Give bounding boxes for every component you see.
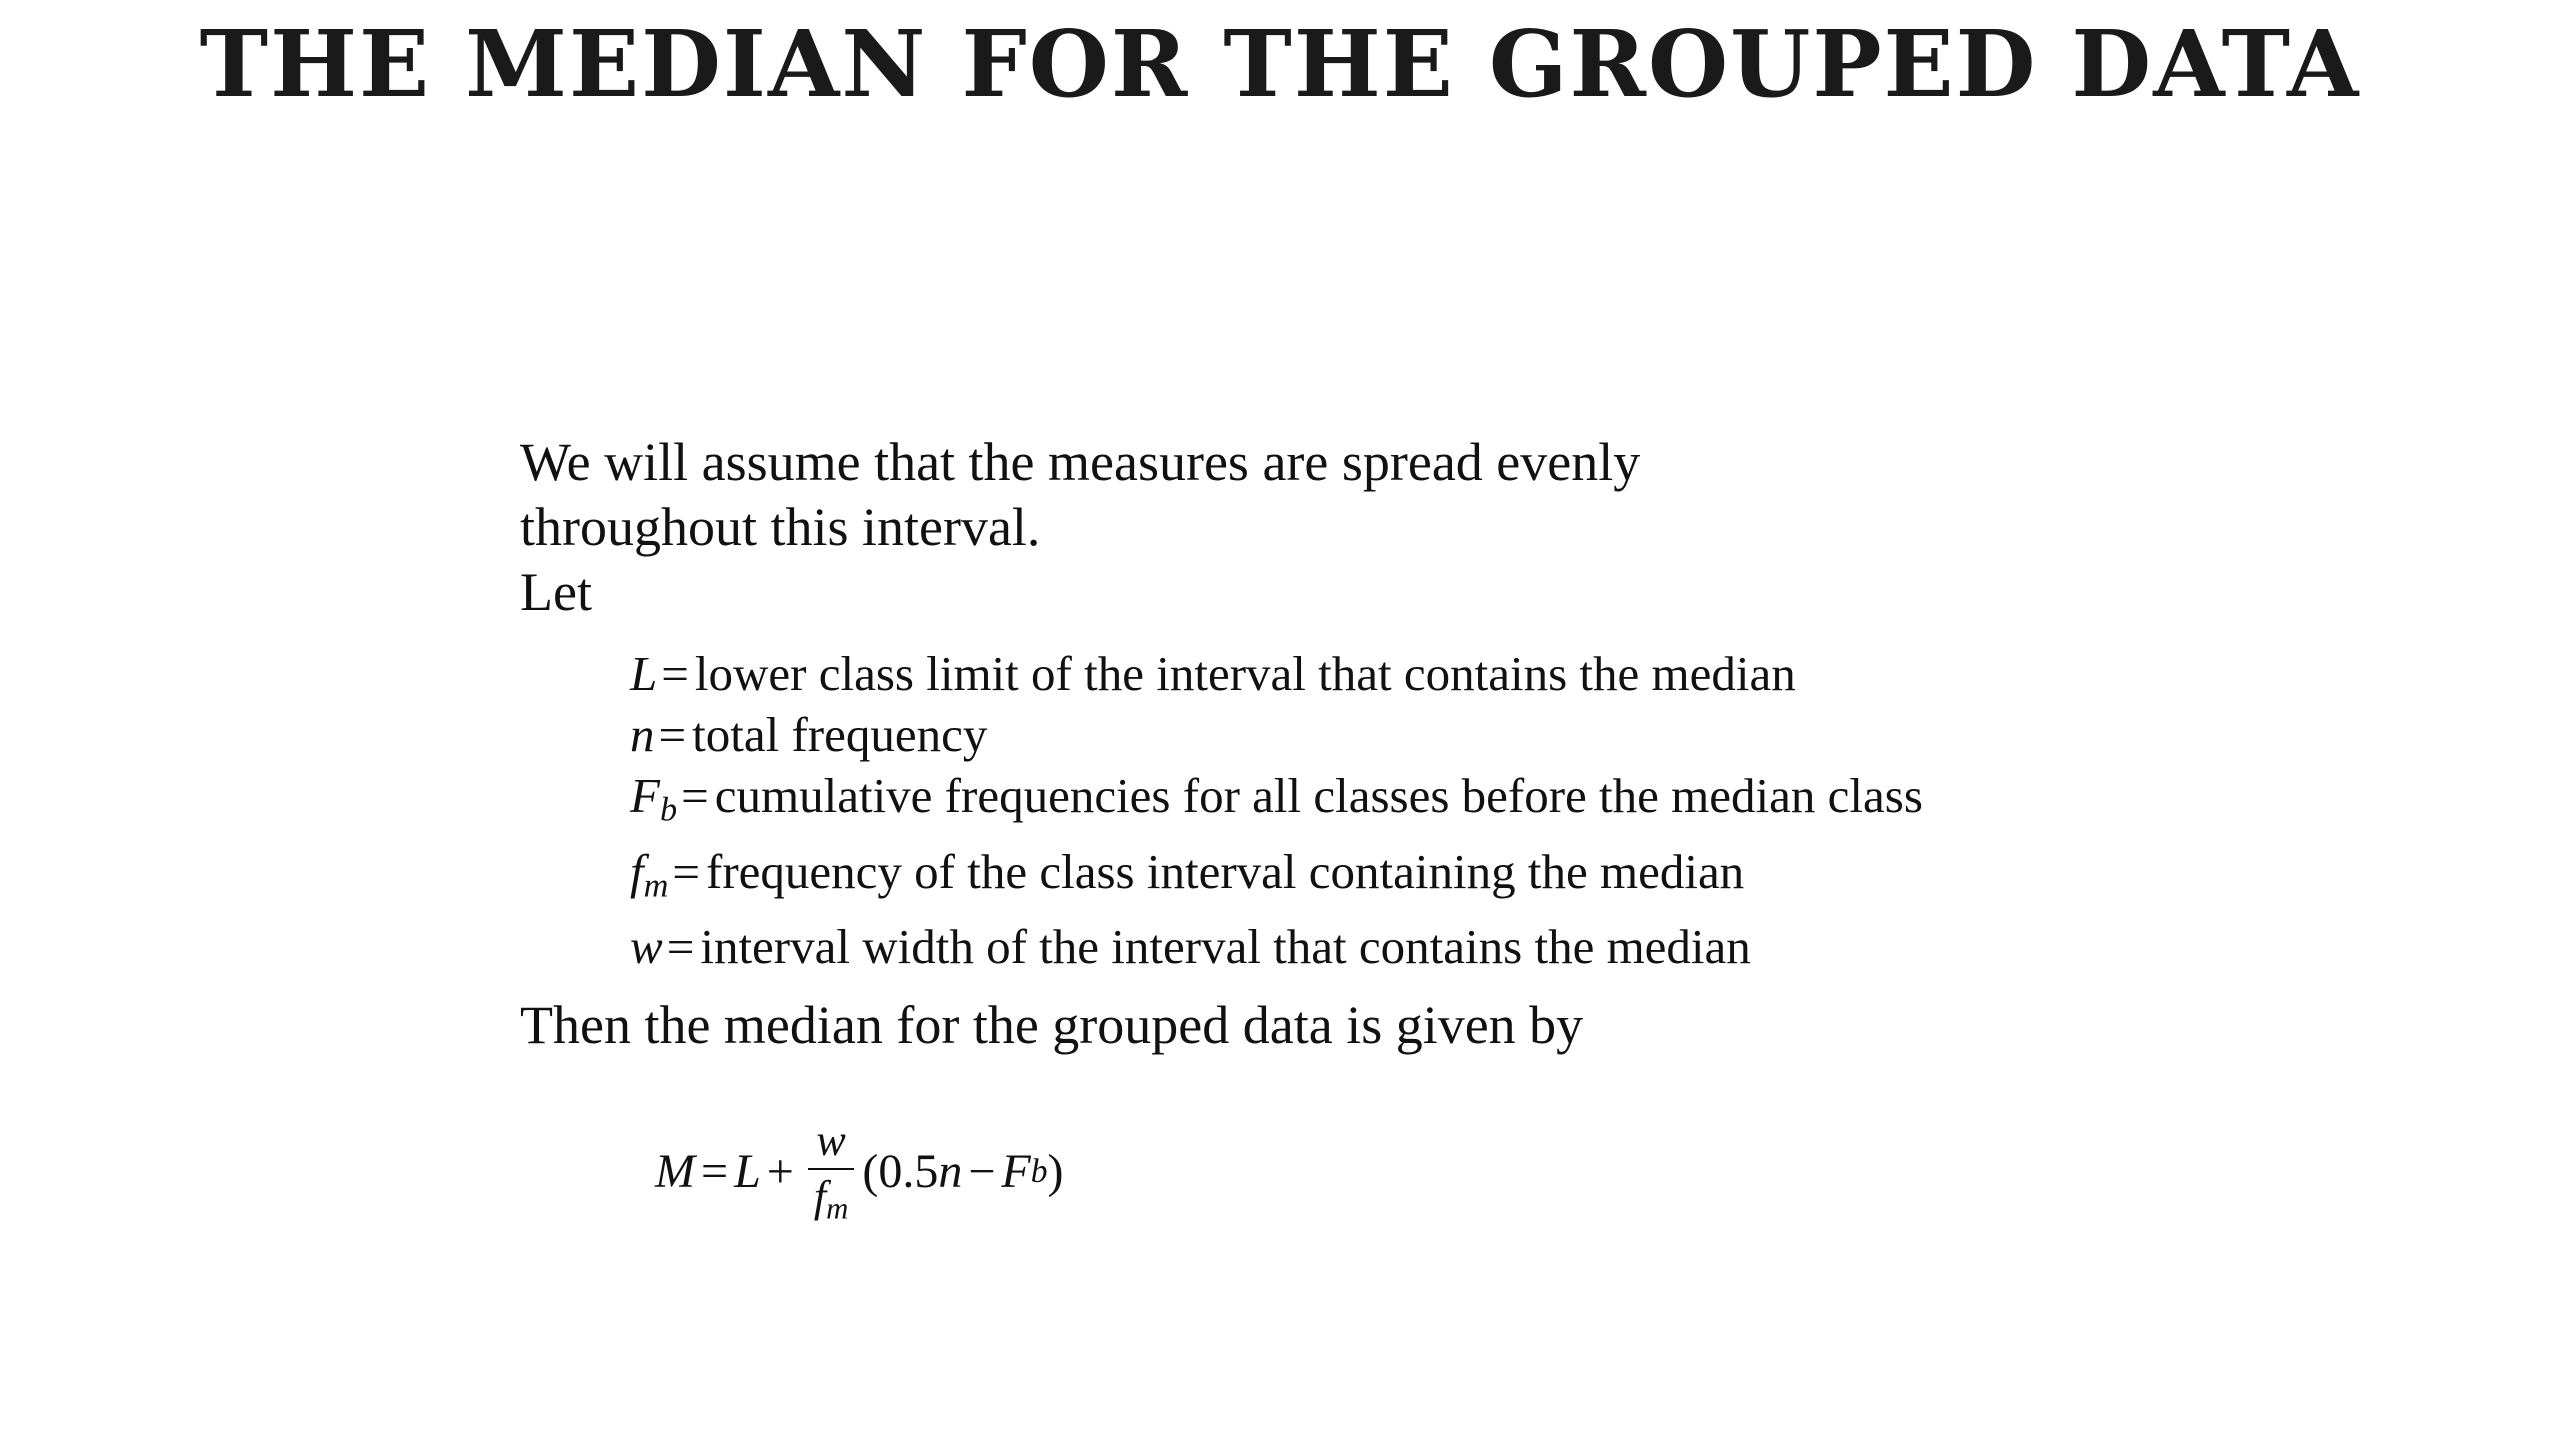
equals-sign: = [661, 646, 689, 701]
symbol-w: w [630, 919, 663, 975]
formula-fb-sub: b [1030, 1152, 1048, 1190]
definition-fb [630, 765, 2420, 841]
denominator-sub-m: m [826, 1192, 849, 1226]
equals-sign: = [681, 768, 709, 823]
formula-fraction [806, 1118, 856, 1225]
content-body [520, 430, 2420, 1225]
formula-paren-close: ) [1047, 1145, 1064, 1199]
symbol-f-capital: F [630, 768, 660, 823]
formula-plus: + [766, 1145, 794, 1199]
median-formula [655, 1118, 2420, 1225]
definition-n [630, 704, 2420, 765]
definition-text-fm: frequency of the class interval containing the median [706, 843, 1745, 899]
fraction-numerator: w [808, 1118, 853, 1170]
definition-w [630, 916, 2420, 977]
subscript-b: b [659, 790, 678, 829]
formula-minus: − [968, 1145, 996, 1199]
definition-text-n: total frequency [692, 707, 988, 762]
definition-list [630, 643, 2420, 977]
definition-fm [630, 841, 2420, 917]
intro-line-1: We will assume that the measures are spread evenly [520, 432, 1641, 492]
equals-sign: = [672, 843, 701, 899]
symbol-f-lower: f [630, 843, 644, 899]
denominator-f: f [813, 1172, 827, 1222]
definition-text-fb: cumulative frequencies for all classes before the median class [714, 768, 1923, 823]
formula-paren-open: (0.5 [862, 1145, 939, 1199]
equals-sign: = [658, 707, 687, 762]
fraction-denominator [806, 1170, 856, 1225]
formula-equals: = [700, 1145, 729, 1199]
definition-text-w: interval width of the interval that contains the median [700, 919, 1751, 975]
then-text: Then the median for the grouped data is given by [520, 995, 1584, 1056]
formula-fb: F [1001, 1145, 1031, 1199]
formula-l: L [734, 1145, 761, 1199]
equals-sign: = [666, 919, 695, 975]
formula-n: n [938, 1145, 963, 1199]
intro-line-2: throughout this interval. [520, 497, 1041, 557]
symbol-l: L [630, 646, 658, 701]
slide-title: THE MEDIAN FOR THE GROUPED DATA [199, 10, 2361, 118]
definition-text-l: lower class limit of the interval that contains the median [694, 646, 1796, 701]
formula-m: M [655, 1145, 695, 1199]
symbol-n: n [630, 707, 655, 762]
let-label: Let [520, 562, 592, 622]
subscript-m: m [643, 866, 669, 905]
definition-l [630, 643, 2420, 704]
